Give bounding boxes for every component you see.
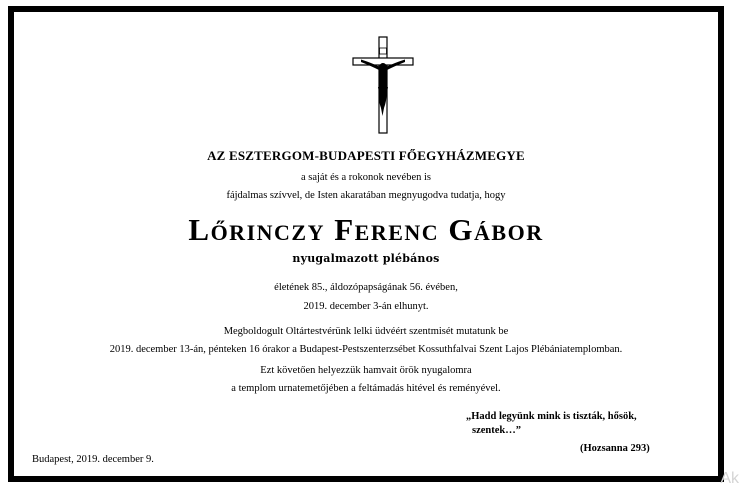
death-date-line: 2019. december 3-án elhunyt. bbox=[303, 301, 429, 312]
organization-heading: AZ ESZTERGOM-BUDAPESTI FŐEGYHÁZMEGYE bbox=[207, 148, 525, 163]
urn-line-1: Ezt követően helyezzük hamvait örök nyugalomra bbox=[260, 365, 472, 376]
mass-line-1: Megboldogult Oltártestvérünk lelki üdvéért szentmisét mutatunk be bbox=[223, 326, 509, 337]
age-line: életének 85., áldozópapságának 56. évében, bbox=[274, 282, 458, 293]
intro-line-1: a saját és a rokonok nevében is bbox=[300, 172, 432, 183]
closing-quote bbox=[466, 410, 637, 438]
deceased-name: Lőrinczy Ferenc Gábor bbox=[188, 212, 544, 247]
corner-overlay-text: Ak bbox=[720, 470, 739, 487]
obituary-frame bbox=[8, 6, 724, 482]
quote-source: (Hozsanna 293) bbox=[580, 443, 650, 454]
intro-line-2: fájdalmas szívvel, de Isten akaratában megnyugodva tudatja, hogy bbox=[226, 190, 506, 201]
mass-line-2: 2019. december 13-án, pénteken 16 órakor a Budapest-Pestszenterzsébet Kossuthfalvai Szent Lajos Plébániatemplomban. bbox=[109, 344, 623, 355]
quote-line-1: „Hadd legyünk mink is tiszták, hősök, bbox=[466, 411, 637, 422]
place-and-date: Budapest, 2019. december 9. bbox=[32, 454, 154, 465]
urn-line-2: a templom urnatemetőjében a feltámadás hitével és reményével. bbox=[231, 383, 501, 394]
deceased-title: nyugalmazott plébános bbox=[292, 252, 440, 265]
quote-line-2: szentek…” bbox=[472, 425, 521, 436]
crucifix-icon bbox=[352, 36, 414, 134]
